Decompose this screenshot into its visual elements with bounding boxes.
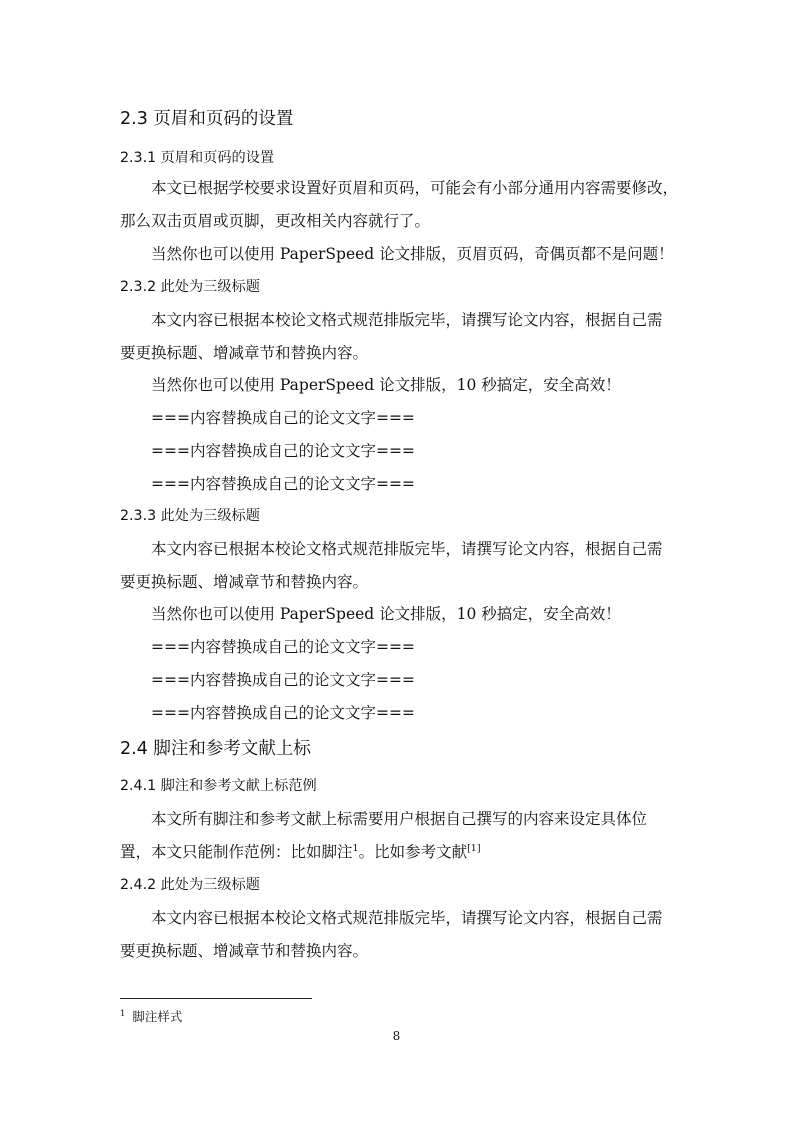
section-heading-2-4: 2.4 脚注和参考文献上标	[120, 739, 311, 759]
paragraph-line: 要更换标题、增减章节和替换内容。	[120, 344, 369, 362]
paragraph-line: 当然你也可以使用 PaperSpeed 论文排版，10 秒搞定，安全高效！	[151, 605, 621, 623]
paragraph-line: 本文所有脚注和参考文献上标需要用户根据自己撰写的内容来设定具体位	[151, 810, 648, 828]
placeholder-line: ===内容替换成自己的论文文字===	[151, 409, 415, 427]
paragraph-line: 要更换标题、增减章节和替换内容。	[120, 573, 369, 591]
paragraph-line: 那么双击页眉或页脚，更改相关内容就行了。	[120, 212, 431, 230]
page-number: 8	[392, 1029, 401, 1043]
footnote-separator	[120, 998, 312, 999]
paragraph-text: 置，本文只能制作范例：比如脚注	[120, 843, 353, 861]
placeholder-line: ===内容替换成自己的论文文字===	[151, 638, 415, 656]
paragraph-text: 。比如参考文献	[358, 843, 468, 861]
section-heading-2-3: 2.3 页眉和页码的设置	[120, 109, 294, 129]
subsection-heading-2-3-2: 2.3.2 此处为三级标题	[120, 279, 260, 295]
paragraph-line: 本文内容已根据本校论文格式规范排版完毕，请撰写论文内容，根据自己需	[151, 311, 663, 329]
placeholder-line: ===内容替换成自己的论文文字===	[151, 475, 415, 493]
placeholder-line: ===内容替换成自己的论文文字===	[151, 442, 415, 460]
subsection-heading-2-4-1: 2.4.1 脚注和参考文献上标范例	[120, 778, 317, 794]
paragraph-line: 当然你也可以使用 PaperSpeed 论文排版，页眉页码，奇偶页都不是问题！	[151, 245, 674, 263]
paragraph-line: 本文内容已根据本校论文格式规范排版完毕，请撰写论文内容，根据自己需	[151, 540, 663, 558]
paragraph-line: 当然你也可以使用 PaperSpeed 论文排版，10 秒搞定，安全高效！	[151, 376, 621, 394]
footnote-number: 1	[120, 1008, 126, 1019]
footnote-text: 脚注样式	[132, 1009, 183, 1024]
subsection-heading-2-4-2: 2.4.2 此处为三级标题	[120, 877, 260, 893]
footnote-mark[interactable]: 1	[352, 842, 359, 854]
paragraph-line: 本文内容已根据本校论文格式规范排版完毕，请撰写论文内容，根据自己需	[151, 909, 663, 927]
paragraph-line: 本文已根据学校要求设置好页眉和页码，可能会有小部分通用内容需要修改，	[151, 179, 679, 197]
footnote	[120, 1009, 182, 1025]
subsection-heading-2-3-3: 2.3.3 此处为三级标题	[120, 508, 260, 524]
paragraph-line-with-marks	[120, 842, 481, 862]
placeholder-line: ===内容替换成自己的论文文字===	[151, 671, 415, 689]
placeholder-line: ===内容替换成自己的论文文字===	[151, 704, 415, 722]
subsection-heading-2-3-1: 2.3.1 页眉和页码的设置	[120, 150, 275, 166]
citation-mark[interactable]: [1]	[467, 842, 481, 854]
paragraph-line: 要更换标题、增减章节和替换内容。	[120, 942, 369, 960]
